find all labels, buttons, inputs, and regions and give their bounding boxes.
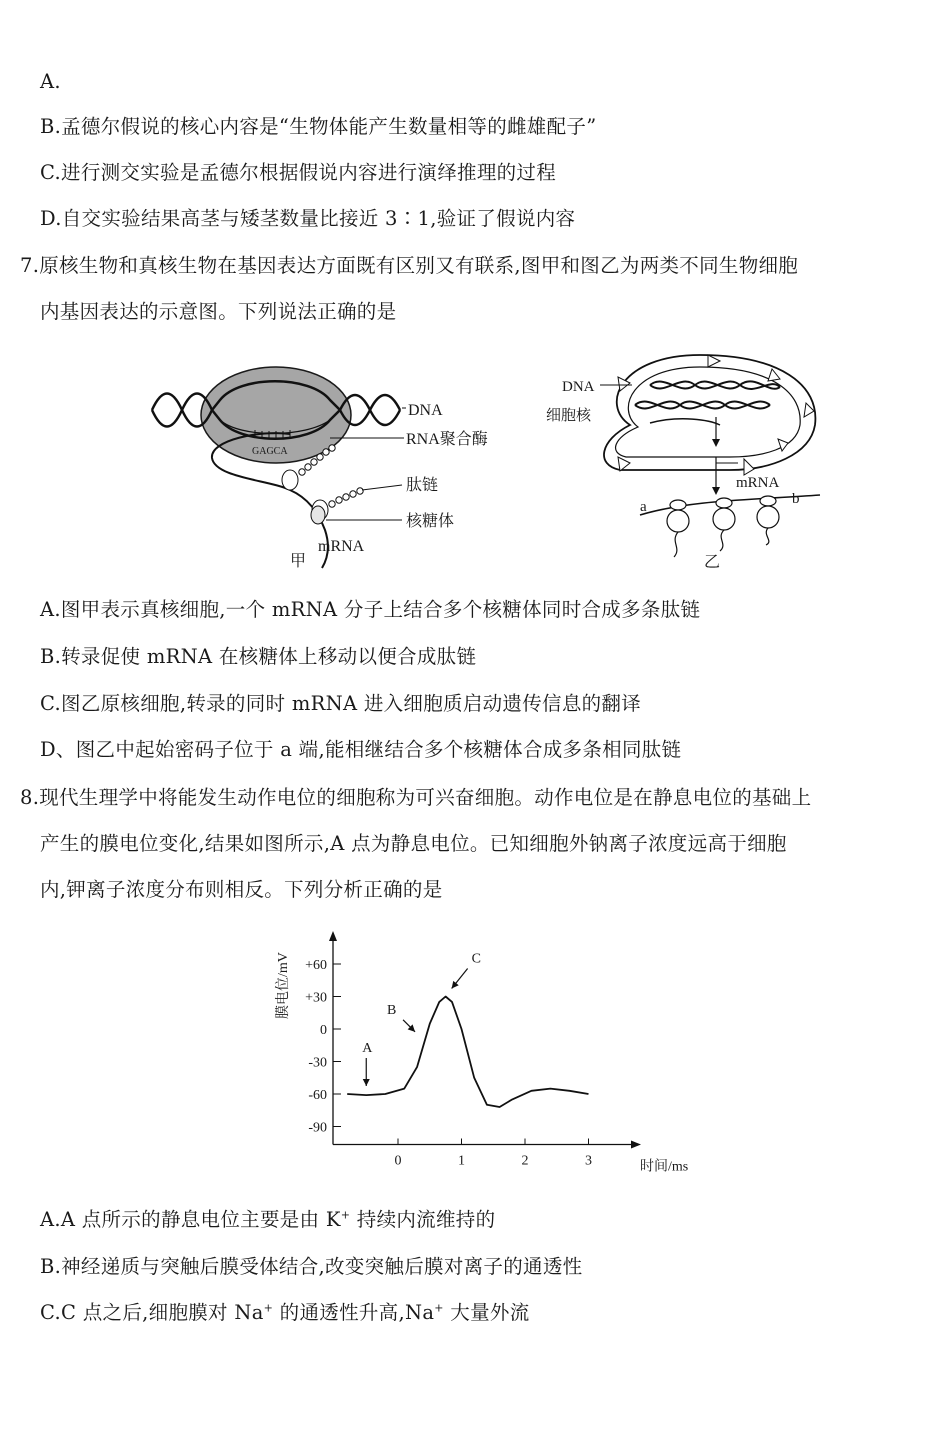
q7-option-a: A.图甲表示真核细胞,一个 mRNA 分子上结合多个核糖体同时合成多条肽链: [40, 598, 701, 621]
transport-arrowhead-1: [712, 439, 720, 447]
q8-option-c-post: 大量外流: [443, 1301, 530, 1324]
label-mrna-yi: mRNA: [736, 475, 780, 491]
pre-mrna: [650, 419, 720, 425]
q8-option-c: [40, 1301, 530, 1325]
y-axis-label: 膜电位/mV: [276, 952, 291, 1019]
y-tick-label: 0: [320, 1023, 327, 1038]
nucleus-envelope-outer: [604, 355, 815, 470]
q8-stem-line1: 8.现代生理学中将能发生动作电位的细胞称为可兴奋细胞。动作电位是在静息电位的基础上: [20, 786, 812, 809]
x-tick-label: 3: [585, 1153, 592, 1169]
pore-arrow-4: [804, 403, 814, 417]
label-ribosome: 核糖体: [406, 513, 455, 530]
pore-arrow-3: [768, 369, 780, 381]
q8-option-c-pre: C.C 点之后,细胞膜对 Na: [40, 1301, 264, 1324]
caption-jia: 甲: [290, 553, 307, 570]
q8-option-a-post: 持续内流维持的: [350, 1208, 496, 1231]
label-b: b: [792, 491, 800, 507]
label-dna-jia: DNA: [408, 402, 443, 419]
y-tick-label: -30: [308, 1055, 327, 1071]
q6-option-b: B.孟德尔假说的核心内容是“生物体能产生数量相等的雌雄配子”: [40, 115, 597, 138]
x-tick-label: 0: [394, 1153, 402, 1169]
y-tick-label: -60: [308, 1088, 327, 1103]
q7-option-c: C.图乙原核细胞,转录的同时 mRNA 进入细胞质启动遗传信息的翻译: [40, 692, 642, 715]
label-mrna-jia: mRNA: [318, 538, 365, 555]
y-tick-label: +60: [305, 958, 327, 973]
caption-yi: 乙: [704, 554, 721, 571]
peptide-pointer: [362, 485, 402, 490]
x-tick-label: 2: [521, 1153, 529, 1169]
label-nucleus: 细胞核: [546, 408, 592, 424]
pore-arrow-5: [618, 457, 630, 471]
q7-stem-line1: 7.原核生物和真核生物在基因表达方面既有区别又有联系,图甲和图乙为两类不同生物细胞: [20, 254, 799, 277]
q8-option-a-pre: A.A 点所示的静息电位主要是由 K: [40, 1208, 341, 1231]
pore-arrow-6: [744, 459, 754, 475]
x-axis-label: 时间/ms: [640, 1159, 689, 1175]
q8-option-a-sup: +: [340, 1208, 351, 1222]
x-axis-arrow: [631, 1141, 641, 1149]
annotation-label-b: B: [387, 1002, 397, 1018]
q8-option-c-sup1: +: [263, 1301, 274, 1315]
polypeptide-3: [311, 506, 325, 524]
annotation-arrowhead-c: [452, 981, 459, 989]
transport-arrowhead-2: [712, 487, 720, 495]
q8-option-a: [40, 1208, 495, 1232]
y-tick-label: -90: [308, 1120, 327, 1136]
dna-helix-b: [650, 382, 780, 389]
annotation-label-c: C: [471, 951, 481, 967]
x-tick-label: 1: [458, 1153, 465, 1169]
label-dna-yi: DNA: [562, 379, 595, 395]
figure-yi: [540, 345, 840, 575]
sequence-label: GAGCA: [252, 446, 288, 457]
annotation-label-a: A: [362, 1041, 373, 1056]
pore-arrow-1: [618, 377, 630, 391]
label-a: a: [640, 499, 647, 515]
q8-stem-line2: 产生的膜电位变化,结果如图所示,A 点为静息电位。已知细胞外钠离子浓度远高于细胞: [40, 832, 787, 855]
q6-option-a: A.: [40, 70, 61, 93]
dna-helix-d: [635, 402, 770, 409]
label-rna-polymerase: RNA聚合酶: [406, 431, 488, 448]
q6-option-c: C.进行测交实验是孟德尔根据假说内容进行演绎推理的过程: [40, 161, 557, 184]
q8-option-b: B.神经递质与突触后膜受体结合,改变突触后膜对离子的通透性: [40, 1255, 583, 1278]
q8-option-c-sup2: +: [434, 1301, 444, 1315]
action-potential-chart: [255, 925, 725, 1190]
q7-option-d: D、图乙中起始密码子位于 a 端,能相继结合多个核糖体合成多条相同肽链: [40, 738, 682, 761]
q7-stem-line2: 内基因表达的示意图。下列说法正确的是: [40, 300, 397, 323]
pore-arrow-7: [778, 439, 788, 451]
pore-arrow-2: [708, 355, 720, 367]
ribosome-2: [713, 498, 735, 551]
figure-jia: [140, 360, 510, 575]
q8-stem-line3: 内,钾离子浓度分布则相反。下列分析正确的是: [40, 878, 443, 901]
annotation-arrowhead-a: [363, 1079, 370, 1086]
q8-option-c-mid: 的通透性升高,Na: [273, 1301, 435, 1324]
ribosome-3: [757, 496, 779, 545]
q7-option-b: B.转录促使 mRNA 在核糖体上移动以便合成肽链: [40, 645, 477, 668]
y-tick-label: +30: [305, 990, 327, 1006]
q6-option-d: D.自交实验结果高茎与矮茎数量比接近 3∶1,验证了假说内容: [40, 207, 576, 230]
membrane-potential-curve: [347, 997, 588, 1108]
y-axis-arrow: [329, 931, 337, 941]
label-peptide: 肽链: [406, 477, 439, 494]
